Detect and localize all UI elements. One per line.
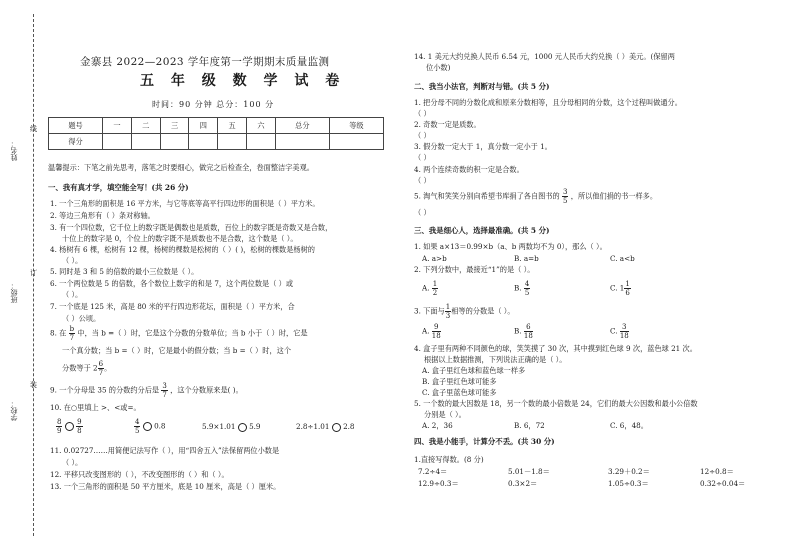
compare-circle[interactable] xyxy=(332,423,341,432)
question-8-line3 xyxy=(62,360,111,377)
question-6-line2: （ ）。 xyxy=(62,290,83,299)
question-9-prefix: 9. 一个分母是 35 的分数约分后是 xyxy=(50,385,160,395)
score-cell[interactable] xyxy=(160,134,189,150)
question-9-suffix: ，这个分数原来是( )。 xyxy=(170,385,243,395)
judge-3-blank[interactable]: （ ） xyxy=(414,153,431,162)
exam-title: 金寨县 2022—2023 学年度第一学期期末质量监测 xyxy=(80,56,330,68)
choice-3-suffix: 相等的分数是（ ）。 xyxy=(451,306,515,316)
judge-5-prefix: 5. 淘气和笑笑分别向希望书库捐了各自图书的 xyxy=(414,191,560,201)
choice-5-line1: 5. 一个数的最大因数是 18，另一个数的最小倍数是 24，它们的最大公因数和最小公倍数 xyxy=(414,399,698,408)
judge-3: 3. 假分数一定大于 1，真分数一定小于 1。 xyxy=(414,142,552,151)
choice-1: 1. 如果 a×13＝0.99×b（a、b 两数均不为 0），那么（ ）。 xyxy=(414,242,607,251)
choice-5-line2: 分别是（ ）。 xyxy=(424,410,466,419)
section2-title: 二、我当小法官，判断对与错。(共 5 分) xyxy=(414,82,550,91)
school-label: 学校： xyxy=(10,400,18,421)
seal-mark-bind: 装 xyxy=(30,381,37,389)
section4-title: 四、我是小能手，计算分不丢。(共 30 分) xyxy=(414,437,555,446)
compare-circle[interactable] xyxy=(65,422,74,431)
judge-2: 2. 奇数一定是质数。 xyxy=(414,120,481,129)
judge-1-blank[interactable]: （ ） xyxy=(414,109,431,118)
question-3-line1: 3. 有一个四位数，它千位上的数字既是偶数也是质数，百位上的数字既是奇数又是合数， xyxy=(50,223,333,232)
question-8-line2: 一个真分数；当 b =（ ）时，它是最小的假分数；当 b =（ ）时，这个 xyxy=(62,346,292,355)
fraction-3-over-5: $\frac{3}{5}$ xyxy=(563,188,568,205)
choice-3-option-b[interactable]: B. $\frac{6}{18}$ xyxy=(514,323,533,340)
choice-1-option-c[interactable]: C. a<b xyxy=(610,254,635,263)
choice-1-option-a[interactable]: A. a>b xyxy=(422,254,447,263)
question-5: 5. 同时是 3 和 5 的倍数的最小三位数是（ ）。 xyxy=(50,267,199,276)
choice-3-prefix: 3. 下面与 xyxy=(414,306,445,316)
question-1: 1. 一个三角形的面积是 16 平方米，与它等底等高平行四边形的面积是（ ）平方米。 xyxy=(50,199,320,208)
choice-5-option-c[interactable]: C. 6，48。 xyxy=(610,421,648,430)
question-13: 13. 一个三角形的面积是 50 平方厘米，底是 10 厘米，高是（ ）厘米。 xyxy=(50,482,281,491)
choice-5-option-a[interactable]: A. 2，36 xyxy=(422,421,453,430)
score-cell[interactable] xyxy=(103,134,132,150)
choice-3-option-c[interactable]: C. $\frac{3}{18}$ xyxy=(610,323,629,340)
choice-4-line1: 4. 盒子里有两种不同颜色的球，笑笑摸了 30 次，其中摸到红色球 9 次，蓝色球 21 次。 xyxy=(414,344,697,353)
question-11-line1: 11. 0.02727……用简便记法写作（ ），用“四舍五入”法保留两位小数是 xyxy=(50,446,280,455)
question-3-line2: 十位上的数字是 0，个位上的数字既不是质数也不是合数，这个数是（ ）。 xyxy=(62,234,298,243)
question-14-line2: 位小数) xyxy=(426,63,451,72)
question-8-line3-text: 分数等于 2 xyxy=(62,363,98,373)
seal-mark-seal: 订 xyxy=(30,269,37,277)
fraction-6-over-7: $\frac{6}{7}$ xyxy=(98,360,104,377)
choice-4-line2: 根据以上数据推测，下列说法正确的是（ ）。 xyxy=(424,355,567,364)
compare-item-a: $\frac{8}{9}$ $\frac{9}{8}$ xyxy=(57,418,82,435)
question-14-line1: 14. 1 美元大约兑换人民币 6.54 元，1000 元人民币大约兑换（ ）美元。(保留两 xyxy=(414,52,675,61)
judge-5-suffix: ，所以他们捐的书一样多。 xyxy=(570,191,658,201)
compare-item-c: 5.9×1.01 5.9 xyxy=(202,422,261,431)
compare-circle[interactable] xyxy=(143,422,152,431)
score-cell[interactable] xyxy=(275,134,329,150)
question-10: 10. 在○里填上 >、<或=。 xyxy=(50,403,141,412)
judge-5 xyxy=(414,188,657,205)
score-cell[interactable] xyxy=(189,134,218,150)
choice-2: 2. 下列分数中，最接近“1”的是（ ）。 xyxy=(414,265,535,274)
score-header-cell: 二 xyxy=(131,118,160,134)
choice-4-option-c[interactable]: C. 盒子里蓝色球可能多 xyxy=(422,388,497,397)
score-row-label: 得分 xyxy=(49,134,103,150)
score-header-cell: 三 xyxy=(160,118,189,134)
calc-item[interactable]: 12.9÷0.3＝ xyxy=(418,479,459,488)
score-cell[interactable] xyxy=(218,134,247,150)
judge-2-blank[interactable]: （ ） xyxy=(414,131,431,140)
choice-1-option-b[interactable]: B. a=b xyxy=(514,254,539,263)
fraction-1-over-3: $\frac{1}{3}$ xyxy=(445,303,451,320)
calc-item[interactable]: 3.29＋0.2＝ xyxy=(608,467,650,476)
calc-title: 1.直接写得数。(8 分) xyxy=(414,455,484,464)
score-header-cell: 题号 xyxy=(49,118,103,134)
section1-title: 一、我有真才学，填空能全写！(共 26 分) xyxy=(48,183,189,192)
score-header-cell: 六 xyxy=(247,118,276,134)
choice-5-option-b[interactable]: B. 6，72 xyxy=(514,421,545,430)
paper-title: 五 年 级 数 学 试 卷 xyxy=(140,73,346,89)
question-8-line1 xyxy=(50,325,308,342)
choice-2-option-a[interactable]: A. $\frac{1}{2}$ xyxy=(422,280,438,297)
compare-circle[interactable] xyxy=(238,423,247,432)
question-12: 12. 平移只改变图形的（ ），不改变图形的（ ）和（ ）。 xyxy=(50,470,229,479)
calc-item[interactable]: 0.32÷0.04＝ xyxy=(700,479,746,488)
compare-item-d: 2.8÷1.01 2.8 xyxy=(296,422,355,431)
question-8-prefix: 8. 在 xyxy=(50,328,67,338)
score-header-cell: 等级 xyxy=(329,118,383,134)
name-label: 姓名： xyxy=(10,140,18,161)
score-table xyxy=(48,117,384,150)
question-4-line1: 4. 杨树有 6 棵，松树有 12 棵，杨树的棵数是松树的（ ）( )，松树的棵数是杨树的 xyxy=(50,245,315,254)
choice-2-option-c[interactable]: C. 1 $\frac{1}{6}$ xyxy=(610,280,630,297)
section3-title: 三、我是细心人，选择最准确。(共 5 分) xyxy=(414,226,550,235)
calc-item[interactable]: 7.2÷4＝ xyxy=(418,467,448,476)
choice-2-option-b[interactable]: B. $\frac{4}{5}$ xyxy=(514,280,530,297)
fraction-3-over-7: $\frac{3}{7}$ xyxy=(162,382,167,399)
score-cell[interactable] xyxy=(247,134,276,150)
question-2: 2. 等边三角形有（ ）条对称轴。 xyxy=(50,211,155,220)
score-table-score-row xyxy=(49,134,384,150)
score-header-cell: 五 xyxy=(218,118,247,134)
calc-item[interactable]: 1.05÷0.3＝ xyxy=(608,479,649,488)
question-9 xyxy=(50,382,243,399)
score-table-header-row xyxy=(49,118,384,134)
judge-1: 1. 把分母不同的分数化成和原来分数相等，且分母相同的分数，这个过程叫做通分。 xyxy=(414,98,682,107)
choice-4-option-a[interactable]: A. 盒子里红色球和蓝色球一样多 xyxy=(422,366,526,375)
question-6-line1: 6. 一个两位数是 5 的倍数，各个数位上数字的和是 7，这个两位数是（ ）或 xyxy=(50,279,294,288)
judge-5-blank[interactable]: （ ） xyxy=(414,208,431,217)
score-header-cell: 总分 xyxy=(275,118,329,134)
choice-3 xyxy=(414,303,515,320)
score-cell[interactable] xyxy=(131,134,160,150)
judge-4-blank[interactable]: （ ） xyxy=(414,176,431,185)
question-7-line1: 7. 一个底是 125 米，高是 80 米的平行四边形花坛，面积是（ ）平方米，合 xyxy=(50,302,295,311)
reminder: 温馨提示：下笔之前先思考，落笔之时要细心，做完之后检查全，卷面整洁字美观。 xyxy=(48,163,314,172)
question-4-line2: （ ）。 xyxy=(62,256,83,265)
question-8-line3-end: 。 xyxy=(104,363,112,373)
calc-item[interactable]: 5.01－1.8＝ xyxy=(508,467,550,476)
class-label: 班级： xyxy=(10,282,18,303)
question-8-text: 中，当 b =（ ）时，它是这个分数的分数单位；当 b 小于（ ）时，它是 xyxy=(77,328,308,338)
question-11-line2: （ ）。 xyxy=(62,458,83,467)
score-header-cell: 一 xyxy=(103,118,132,134)
compare-item-b: $\frac{4}{5}$ 0.8 xyxy=(135,418,166,435)
score-cell[interactable] xyxy=(329,134,383,150)
time-info: 时间：90 分钟 总分：100 分 xyxy=(152,100,275,109)
choice-3-option-a[interactable]: A. $\frac{9}{18}$ xyxy=(422,323,441,340)
choice-4-option-b[interactable]: B. 盒子里红色球可能多 xyxy=(422,377,497,386)
question-7-line2: （ ）公顷。 xyxy=(62,314,101,323)
calc-item[interactable]: 12÷0.8＝ xyxy=(700,467,734,476)
calc-item[interactable]: 0.3×2＝ xyxy=(508,479,538,488)
judge-4: 4. 两个连续奇数的积一定是合数。 xyxy=(414,165,524,174)
fraction-b-over-7: $\frac{b}{7}$ xyxy=(69,325,75,342)
seal-mark-line: 线 xyxy=(30,125,37,133)
score-header-cell: 四 xyxy=(189,118,218,134)
